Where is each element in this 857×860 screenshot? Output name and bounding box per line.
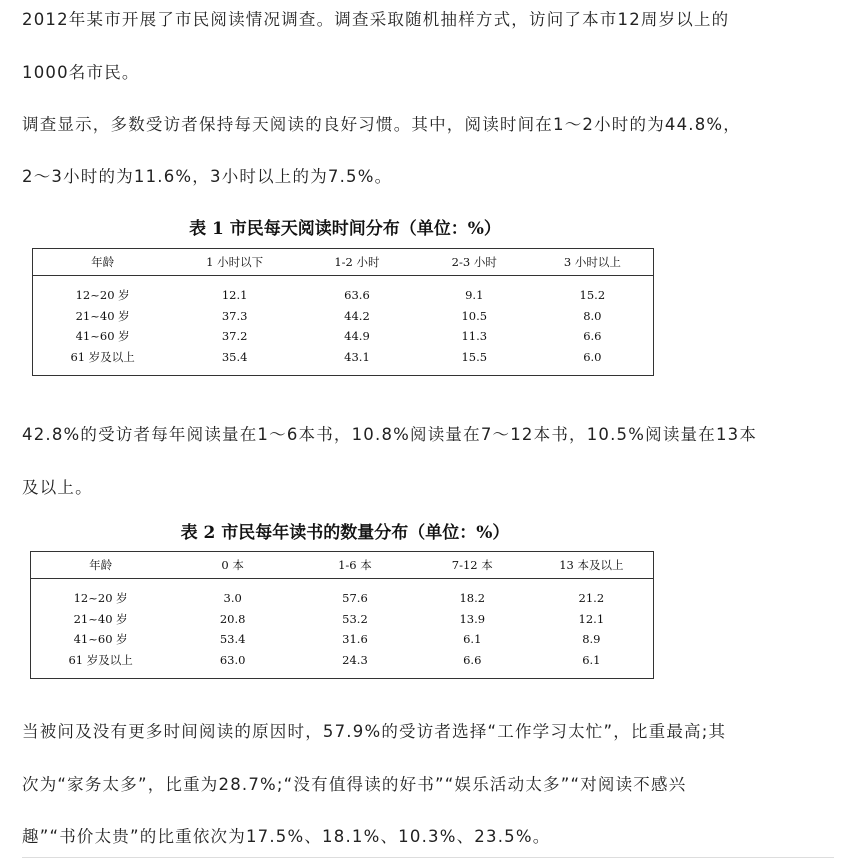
para4-line2: 次为“家务太多”，比重为28.7%;“没有值得读的好书”“娱乐活动太多”“对阅读不感兴 xyxy=(22,775,687,794)
table-row xyxy=(31,579,654,609)
table-cell: 12.1 xyxy=(221,288,248,303)
table2-header-cell: 13 本及以上 xyxy=(530,552,654,579)
table-cell: 6.0 xyxy=(583,349,602,364)
table-cell: 21~40 岁 xyxy=(73,611,128,626)
table-cell: 63.0 xyxy=(219,652,246,667)
table-cell: 24.3 xyxy=(342,652,368,667)
table-cell: 53.2 xyxy=(342,611,368,626)
para2-line2: 2～3小时的为11.6%，3小时以上的为7.5%。 xyxy=(22,167,393,186)
table-cell: 12~20 岁 xyxy=(73,591,128,606)
table-cell: 57.6 xyxy=(342,591,368,606)
table-row xyxy=(33,347,654,376)
table-cell: 8.9 xyxy=(582,632,601,647)
para4-line1: 当被问及没有更多时间阅读的原因时，57.9%的受访者选择“工作学习太忙”，比重最高;其 xyxy=(22,722,727,741)
bottom-divider xyxy=(22,857,834,858)
table-cell: 13.9 xyxy=(459,611,486,626)
table-cell: 12.1 xyxy=(578,611,605,626)
table2-header-row xyxy=(31,552,654,579)
table-cell: 31.6 xyxy=(342,632,368,647)
table2-header-cell: 年龄 xyxy=(31,552,171,579)
table-cell: 6.6 xyxy=(583,329,602,344)
table1 xyxy=(32,248,654,376)
table2-header-cell: 7-12 本 xyxy=(415,552,530,579)
table-row xyxy=(33,306,654,327)
table-cell: 35.4 xyxy=(221,349,248,364)
table-cell: 10.5 xyxy=(461,308,488,323)
para1-line1: 2012年某市开展了市民阅读情况调查。调查采取随机抽样方式，访问了本市12周岁以上的 xyxy=(22,10,730,29)
table-cell: 63.6 xyxy=(344,288,370,303)
table-cell: 41~60 岁 xyxy=(75,329,130,344)
table-cell: 61 岁及以上 xyxy=(68,652,133,667)
para3-line1: 42.8%的受访者每年阅读量在1～6本书，10.8%阅读量在7～12本书，10.5%阅读量在13本 xyxy=(22,425,758,444)
table1-header-cell: 1-2 小时 xyxy=(297,249,417,276)
table-cell: 6.1 xyxy=(582,652,601,667)
para4-line3: 趣”“书价太贵”的比重依次为17.5%、18.1%、10.3%、23.5%。 xyxy=(22,827,551,846)
table1-header-cell: 3 小时以上 xyxy=(532,249,654,276)
para3-line2: 及以上。 xyxy=(22,478,93,497)
table-cell: 9.1 xyxy=(465,288,484,303)
para1-line2: 1000名市民。 xyxy=(22,63,140,82)
table-cell: 12~20 岁 xyxy=(75,288,130,303)
table1-header-row xyxy=(33,249,654,276)
table1-header-cell: 年龄 xyxy=(33,249,173,276)
table-cell: 8.0 xyxy=(583,308,602,323)
table-cell: 61 岁及以上 xyxy=(70,349,135,364)
table-row xyxy=(33,326,654,347)
table1-caption: 表 1 市民每天阅读时间分布（单位：%） xyxy=(189,219,501,239)
table-row xyxy=(31,629,654,650)
table-row xyxy=(31,650,654,679)
table-cell: 20.8 xyxy=(219,611,246,626)
table-cell: 53.4 xyxy=(219,632,246,647)
para2-line1: 调查显示，多数受访者保持每天阅读的良好习惯。其中，阅读时间在1～2小时的为44.8%， xyxy=(22,115,742,134)
table-cell: 41~60 岁 xyxy=(73,632,128,647)
table-cell: 11.3 xyxy=(461,329,488,344)
table-row xyxy=(31,609,654,630)
table-cell: 21~40 岁 xyxy=(75,308,130,323)
table-cell: 15.5 xyxy=(461,349,488,364)
table2 xyxy=(30,551,654,679)
table-cell: 37.3 xyxy=(221,308,248,323)
table2-header-cell: 0 本 xyxy=(170,552,295,579)
table-cell: 43.1 xyxy=(344,349,370,364)
table-cell: 3.0 xyxy=(223,591,242,606)
table-cell: 44.2 xyxy=(344,308,370,323)
table-cell: 44.9 xyxy=(344,329,370,344)
table-row xyxy=(33,276,654,306)
table-cell: 18.2 xyxy=(459,591,486,606)
table-cell: 37.2 xyxy=(221,329,248,344)
table1-header-cell: 2-3 小时 xyxy=(417,249,532,276)
table-cell: 21.2 xyxy=(578,591,605,606)
table-cell: 6.1 xyxy=(463,632,482,647)
table-cell: 15.2 xyxy=(579,288,606,303)
table1-header-cell: 1 小时以下 xyxy=(172,249,297,276)
table2-header-cell: 1-6 本 xyxy=(295,552,415,579)
table2-caption: 表 2 市民每年读书的数量分布（单位：%） xyxy=(180,523,510,543)
table-cell: 6.6 xyxy=(463,652,482,667)
